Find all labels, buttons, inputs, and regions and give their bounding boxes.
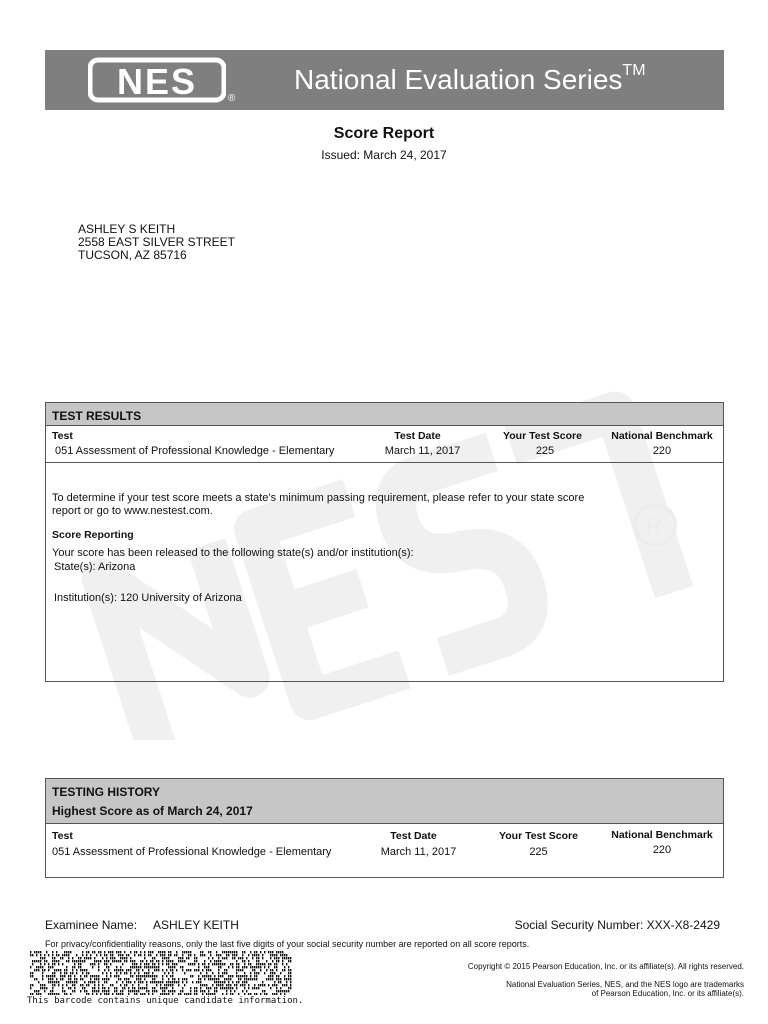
history-test-name: 051 Assessment of Professional Knowledge - Elementary	[52, 846, 332, 858]
test-results-header	[46, 403, 723, 426]
col-test-date: Test Date	[394, 430, 441, 442]
examinee-label: Examinee Name:	[45, 918, 138, 932]
test-results-box	[45, 402, 724, 682]
history-test-date: March 11, 2017	[380, 846, 457, 858]
result-test-name: 051 Assessment of Professional Knowledge - Elementary	[55, 445, 335, 457]
history-score: 225	[529, 846, 548, 858]
history-col-test: Test	[52, 830, 73, 842]
nes-logo	[88, 56, 226, 104]
results-divider	[46, 462, 723, 463]
history-benchmark: 220	[652, 844, 672, 856]
candidate-barcode	[30, 951, 292, 995]
examinee-name: ASHLEY KEITH	[153, 918, 239, 932]
released-institutions: Institution(s): 120 University of Arizona	[54, 592, 242, 604]
privacy-note: For privacy/confidentiality reasons, only the last five digits of your social security number are reported on all score reports.	[45, 939, 530, 949]
passing-info: To determine if your test score meets a state’s minimum passing requirement, please refer to your state score report or go to www.nestest.com.	[52, 492, 585, 517]
ssn-line: Social Security Number: XXX-X8-2429	[514, 918, 720, 932]
page-title: Score Report	[333, 125, 435, 142]
history-col-test-date: Test Date	[390, 830, 437, 842]
logo-text: NES	[116, 61, 198, 102]
svg-text:R: R	[646, 513, 662, 538]
result-score: 225	[535, 445, 555, 457]
col-score: Your Test Score	[503, 430, 582, 442]
released-text: Your score has been released to the following state(s) and/or institution(s):	[52, 547, 414, 559]
result-benchmark: 220	[652, 445, 672, 457]
testing-history-subheading: Highest Score as of March 24, 2017	[52, 804, 253, 818]
result-test-date: March 11, 2017	[384, 445, 461, 457]
testing-history-heading: TESTING HISTORY	[52, 785, 161, 799]
address-city: TUCSON, AZ 85716	[78, 248, 187, 262]
issued-date: Issued: March 24, 2017	[321, 148, 447, 162]
examinee-name-row	[45, 918, 239, 932]
col-test: Test	[52, 430, 73, 442]
address-name: ASHLEY S KEITH	[78, 222, 176, 236]
history-col-score: Your Test Score	[499, 830, 578, 842]
copyright-text: Copyright © 2015 Pearson Education, Inc. or its affiliate(s). All rights reserved.	[467, 962, 744, 971]
trademark-notice: National Evaluation Series, NES, and the NES logo are trademarks of Pearson Education, Inc. or its affiliate(s).	[506, 980, 744, 998]
col-benchmark: National Benchmark	[611, 430, 713, 442]
released-states: State(s): Arizona	[54, 561, 136, 573]
registered-mark: ®	[228, 93, 236, 104]
score-reporting-heading: Score Reporting	[52, 529, 134, 541]
history-col-benchmark: National Benchmark	[611, 829, 713, 841]
test-results-heading: TEST RESULTS	[52, 409, 142, 423]
address-street: 2558 EAST SILVER STREET	[78, 235, 235, 249]
trademark-mark: TM	[622, 62, 646, 79]
barcode-note: This barcode contains unique candidate information.	[27, 996, 304, 1006]
series-title: National Evaluation Series™	[294, 62, 646, 95]
